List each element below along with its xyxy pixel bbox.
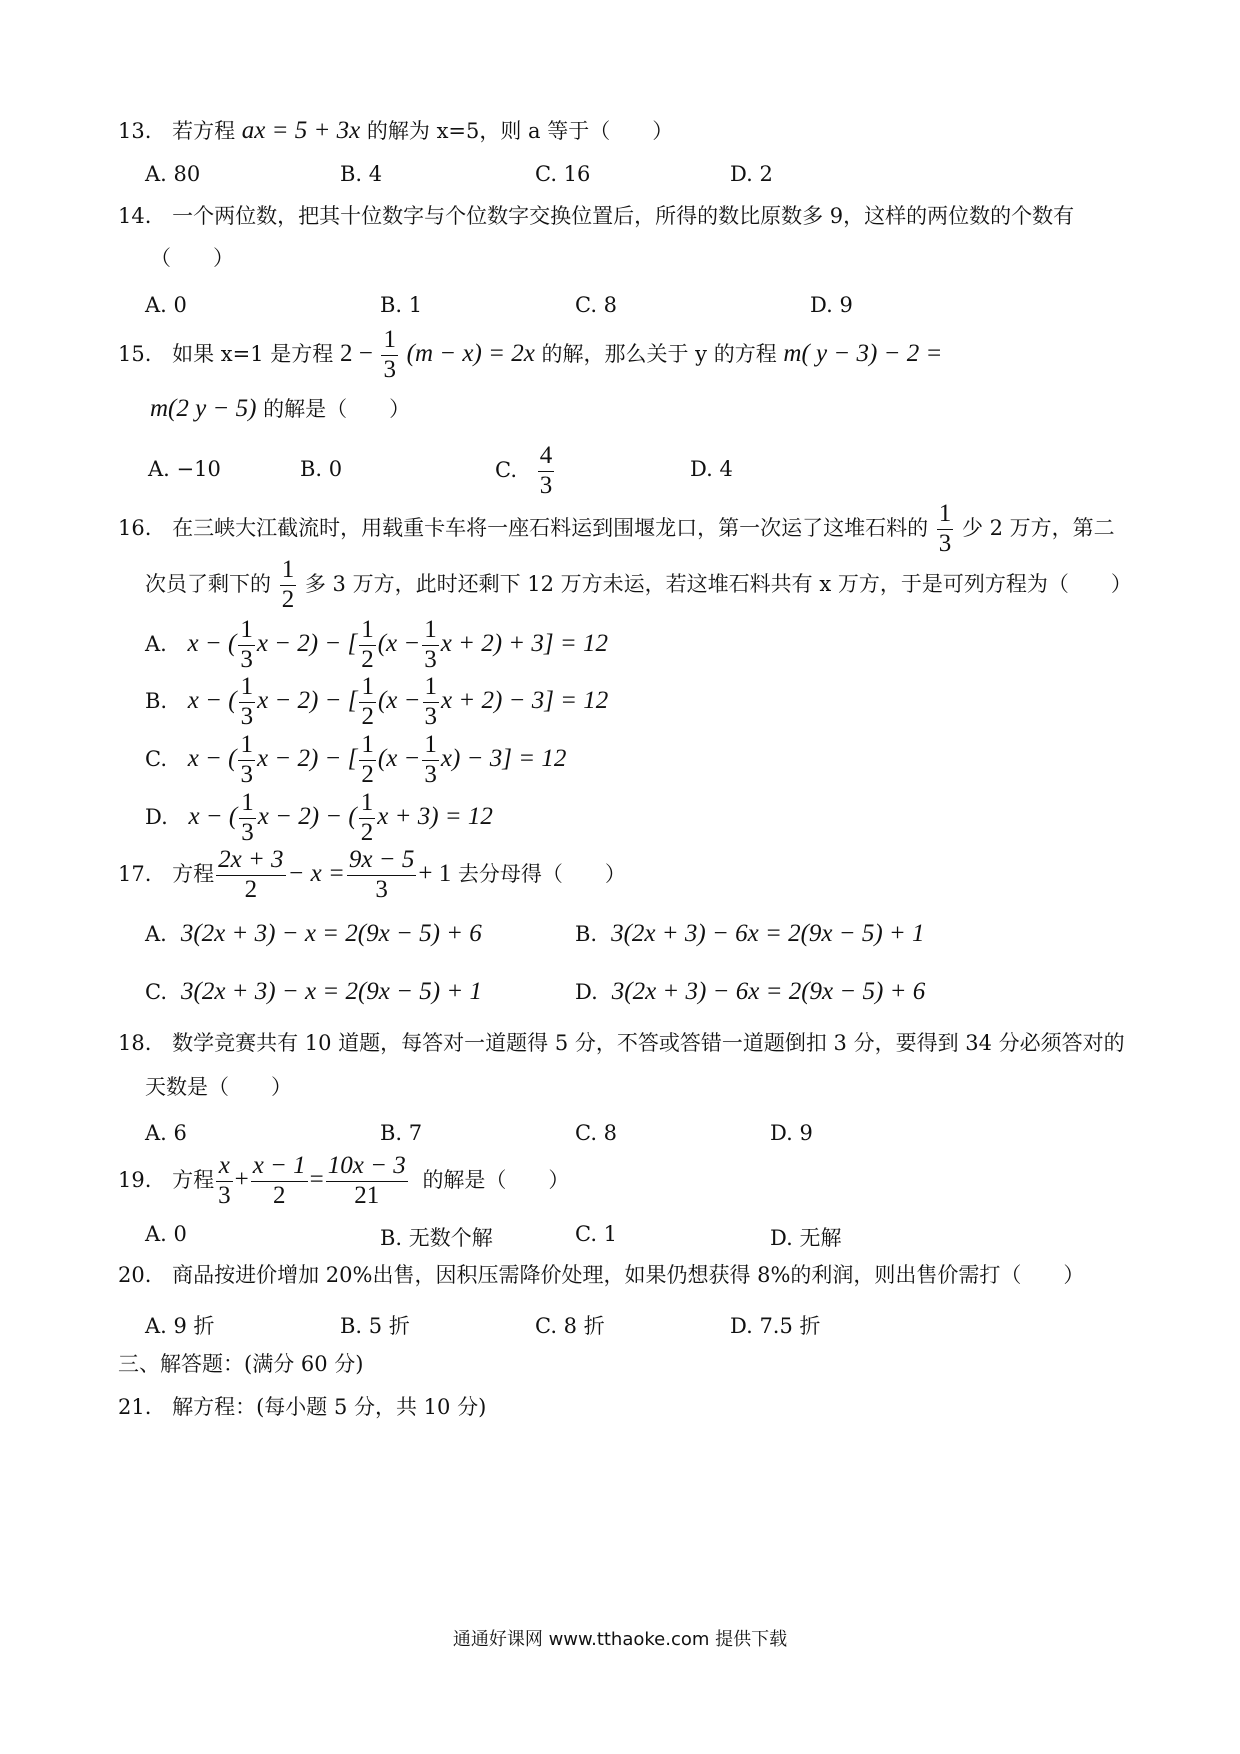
q15-fraction: $\frac{1}{3}$	[383, 326, 396, 383]
q16-line2: 次员了剩下的 $\frac{1}{2}$ 多 3 万方，此时还剩下 12 万方未运，若这堆石料共有 x 万方，于是可列方程为（ ）	[145, 556, 1132, 613]
q15-option-b: B. 0	[300, 457, 343, 481]
q16-option-d: D. x − ( $\frac{1}{3}$ x − 2) − ( $\frac{1}{2}$ x + 3) = 12	[145, 789, 493, 846]
q19-option-b: B. 无数个解	[380, 1226, 493, 1250]
q13-option-b: B. 4	[340, 162, 383, 186]
q18-option-c: C. 8	[575, 1121, 618, 1145]
q16-number: 16.	[118, 516, 152, 540]
q15-option-c: C. $\frac{4}{3}$	[495, 442, 553, 499]
q19-stem: 19. 方程 $\frac{x}{3}$ + $\frac{x - 1}{2}$ = $\frac{10x - 3}{21}$ 的解是（ ）	[118, 1152, 570, 1209]
q14-option-b: B. 1	[380, 293, 423, 317]
q13-option-a: A. 80	[145, 162, 201, 186]
q14-stem: 14. 一个两位数，把其十位数字与个位数字交换位置后，所得的数比原数多 9，这样的两位数的个数有	[118, 204, 1075, 228]
section-heading: 三、解答题：(满分 60 分)	[118, 1352, 364, 1376]
q13-stem: 13. 若方程 ax = 5 + 3x 的解为 x=5，则 a 等于（ ）	[118, 117, 674, 144]
q17-option-d: D. 3(2x + 3) − 6x = 2(9x − 5) + 6	[575, 978, 926, 1005]
q15-number: 15.	[118, 342, 152, 366]
page-footer: 通通好课网 www.tthaoke.com 提供下载	[452, 1629, 788, 1650]
q18-line2: 天数是（ ）	[145, 1075, 292, 1099]
q20-option-c: C. 8 折	[535, 1314, 605, 1338]
q20-option-d: D. 7.5 折	[730, 1314, 821, 1338]
q14-number: 14.	[118, 204, 152, 228]
q13-option-d: D. 2	[730, 162, 773, 186]
q14-option-a: A. 0	[145, 293, 187, 317]
q17-option-a: A. 3(2x + 3) − x = 2(9x − 5) + 6	[145, 920, 482, 947]
q16-option-a: A. x − ( $\frac{1}{3}$ x − 2) − [ $\frac{1}{2}$ (x − $\frac{1}{3}$ x + 2) + 3] = 12	[145, 616, 609, 673]
q15-option-d: D. 4	[690, 457, 733, 481]
q15-line2: m(2 y − 5) 的解是（ ）	[150, 395, 411, 422]
q15-stem: 15. 如果 x=1 是方程 2 − $\frac{1}{3}$ (m − x) = 2x 的解，那么关于 y 的方程 m( y − 3) − 2 =	[118, 326, 943, 383]
q18-option-d: D. 9	[770, 1121, 813, 1145]
q14-blank: （ ）	[150, 246, 234, 270]
q19-option-a: A. 0	[145, 1222, 187, 1246]
q14-option-c: C. 8	[575, 293, 618, 317]
q20-number: 20.	[118, 1263, 152, 1287]
q16-stem: 16. 在三峡大江截流时，用载重卡车将一座石料运到围堰龙口，第一次运了这堆石料的 $\frac{1}{3}$ 少 2 万方，第二	[118, 500, 1115, 557]
q17-option-c: C. 3(2x + 3) − x = 2(9x − 5) + 1	[145, 978, 482, 1005]
q18-stem: 18. 数学竞赛共有 10 道题，每答对一道题得 5 分，不答或答错一道题倒扣 3 分，要得到 34 分必须答对的	[118, 1031, 1125, 1055]
q18-option-b: B. 7	[380, 1121, 423, 1145]
q18-number: 18.	[118, 1031, 152, 1055]
q21-stem: 21. 解方程：(每小题 5 分，共 10 分)	[118, 1395, 487, 1419]
q17-stem: 17. 方程 $\frac{2x + 3}{2}$ − x = $\frac{9x - 5}{3}$ + 1 去分母得（ ）	[118, 846, 626, 903]
q16-option-b: B. x − ( $\frac{1}{3}$ x − 2) − [ $\frac{1}{2}$ (x − $\frac{1}{3}$ x + 2) − 3] = 12	[145, 673, 609, 730]
q21-number: 21.	[118, 1395, 152, 1419]
q13-option-c: C. 16	[535, 162, 591, 186]
q19-option-d: D. 无解	[770, 1226, 842, 1250]
q20-stem: 20. 商品按进价增加 20%出售，因积压需降价处理，如果仍想获得 8%的利润，则出售价需打（ ）	[118, 1263, 1085, 1287]
q20-option-b: B. 5 折	[340, 1314, 410, 1338]
q20-option-a: A. 9 折	[145, 1314, 215, 1338]
q19-number: 19.	[118, 1168, 152, 1192]
q15-option-a: A. −10	[148, 457, 221, 481]
q13-number: 13.	[118, 119, 152, 143]
q18-option-a: A. 6	[145, 1121, 187, 1145]
q17-number: 17.	[118, 862, 152, 886]
q17-option-b: B. 3(2x + 3) − 6x = 2(9x − 5) + 1	[575, 920, 925, 947]
q14-option-d: D. 9	[810, 293, 853, 317]
q16-option-c: C. x − ( $\frac{1}{3}$ x − 2) − [ $\frac{1}{2}$ (x − $\frac{1}{3}$ x) − 3] = 12	[145, 731, 567, 788]
q19-option-c: C. 1	[575, 1222, 618, 1246]
